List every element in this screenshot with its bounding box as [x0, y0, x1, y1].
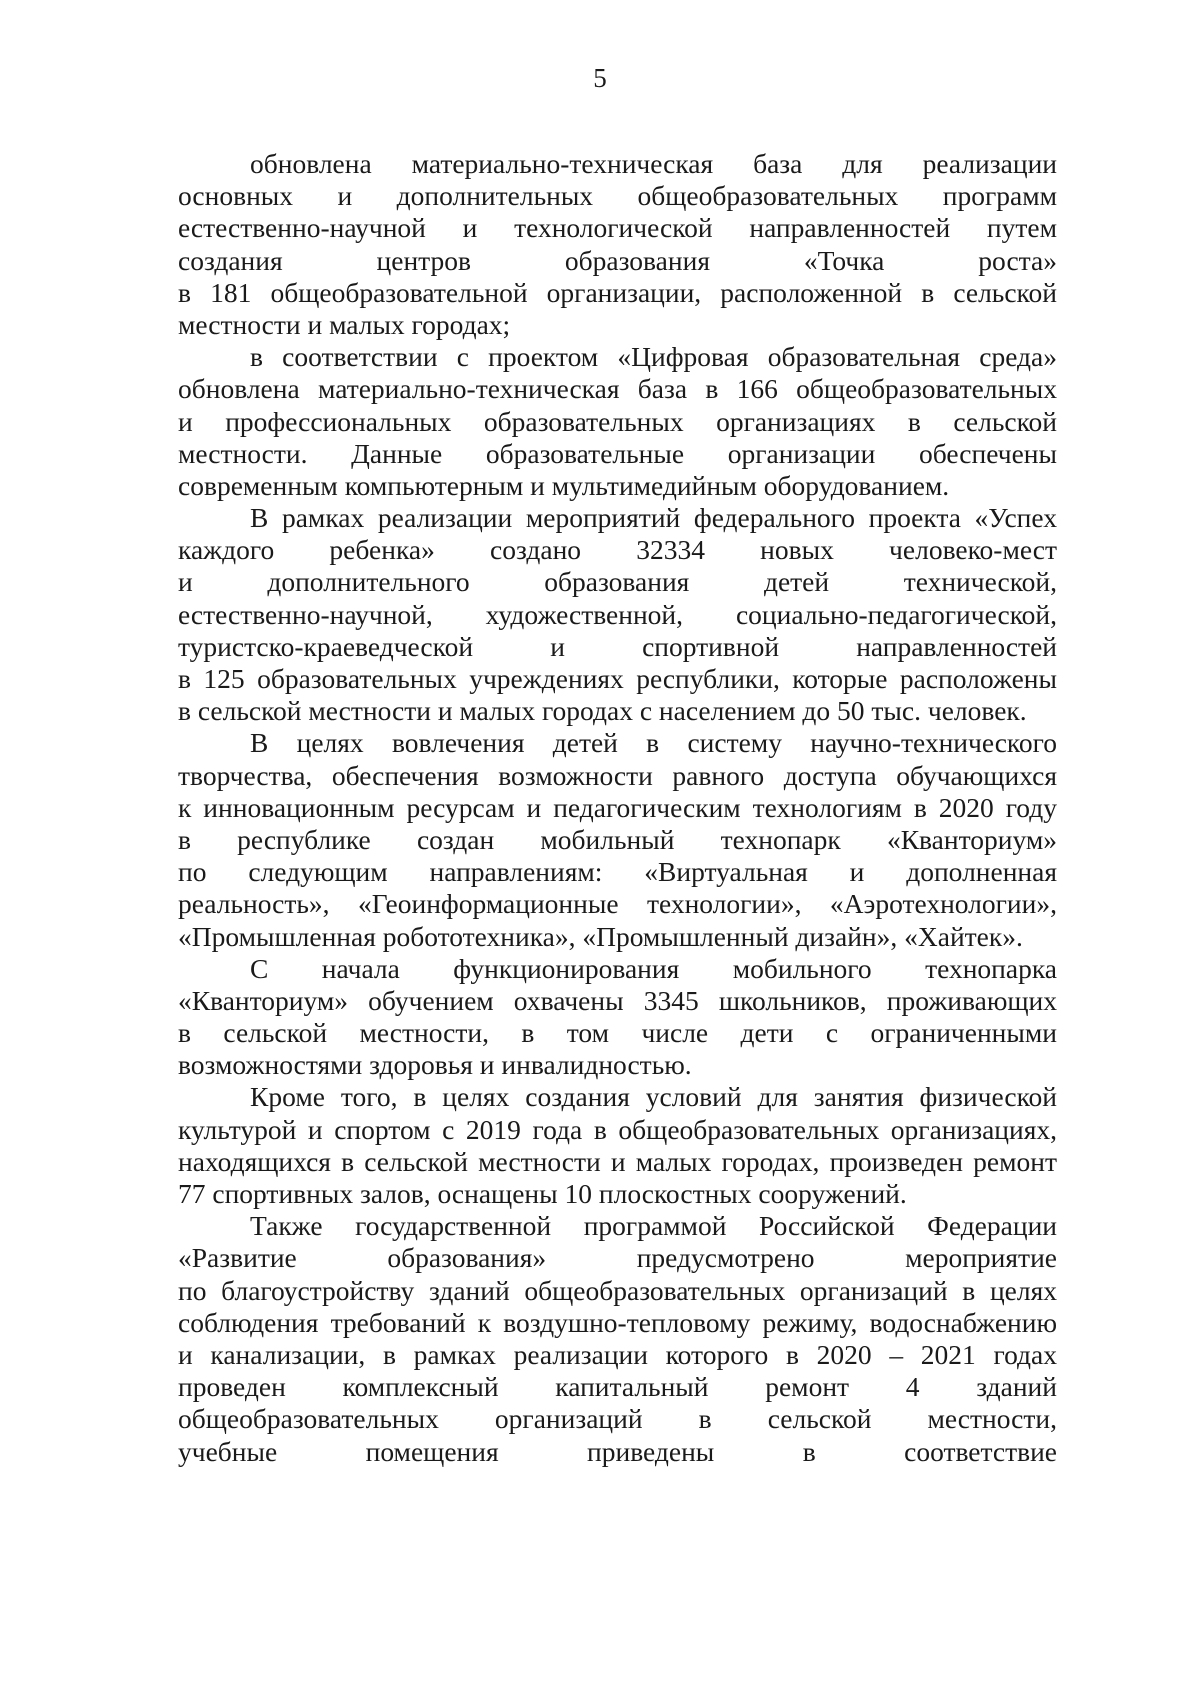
text-line: С начала функционирования мобильного технопарка [250, 952, 1057, 984]
text-line: туристско-краеведческой и спортивной направленностей [178, 630, 1057, 662]
text-line: к инновационным ресурсам и педагогическим технологиям в 2020 году [178, 791, 1057, 823]
text-line: находящихся в сельской местности и малых городах, произведен ремонт [178, 1145, 1057, 1177]
text-line: 77 спортивных залов, оснащены 10 плоскостных сооружений. [178, 1178, 907, 1209]
text-line: учебные помещения приведены в соответствие [178, 1435, 1057, 1467]
paragraph-1 [178, 148, 1057, 341]
text-line: в республике создан мобильный технопарк «Кванториум» [178, 823, 1057, 855]
text-line: естественно-научной и технологической направленностей путем [178, 212, 1057, 244]
paragraph-2 [178, 341, 1057, 502]
text-line: творчества, обеспечения возможности равного доступа обучающихся [178, 759, 1057, 791]
text-line: «Кванториум» обучением охвачены 3345 школьников, проживающих [178, 984, 1057, 1016]
paragraph-3 [178, 502, 1057, 727]
text-line: «Развитие образования» предусмотрено мероприятие [178, 1242, 1057, 1274]
text-line: естественно-научной, художественной, социально-педагогической, [178, 598, 1057, 630]
text-line: создания центров образования «Точка роста» [178, 244, 1057, 276]
text-line: В целях вовлечения детей в систему научно-технического [250, 727, 1057, 759]
text-line: реальность», «Геоинформационные технологии», «Аэротехнологии», [178, 888, 1057, 920]
text-line: проведен комплексный капитальный ремонт 4 зданий [178, 1371, 1057, 1403]
text-line: и дополнительного образования детей технической, [178, 566, 1057, 598]
paragraph-7 [178, 1210, 1057, 1468]
text-line: в 181 общеобразовательной организации, расположенной в сельской [178, 276, 1057, 308]
text-line: В рамках реализации мероприятий федерального проекта «Успех [250, 502, 1057, 534]
text-line: основных и дополнительных общеобразовательных программ [178, 180, 1057, 212]
text-line: по благоустройству зданий общеобразовательных организаций в целях [178, 1274, 1057, 1306]
text-line: современным компьютерным и мультимедийным оборудованием. [178, 469, 950, 501]
text-line: местности. Данные образовательные организации обеспечены [178, 437, 1057, 469]
text-line: по следующим направлениям: «Виртуальная и дополненная [178, 856, 1057, 888]
paragraph-6 [178, 1081, 1057, 1210]
text-line: «Промышленная робототехника», «Промышленный дизайн», «Хайтек». [178, 920, 1023, 952]
text-line: в сельской местности и малых городах с населением до 50 тыс. человек. [178, 695, 1027, 727]
text-line: возможностями здоровья и инвалидностью. [178, 1049, 692, 1081]
text-line: культурой и спортом с 2019 года в общеобразовательных организациях, [178, 1113, 1057, 1145]
text-line: соблюдения требований к воздушно-тепловому режиму, водоснабжению [178, 1306, 1057, 1338]
text-line: и канализации, в рамках реализации которого в 2020 – 2021 годах [178, 1338, 1057, 1370]
page-number: 5 [593, 63, 607, 93]
text-line: общеобразовательных организаций в сельской местности, [178, 1403, 1057, 1435]
text-line: Также государственной программой Российской Федерации [250, 1210, 1057, 1242]
text-line: и профессиональных образовательных организациях в сельской [178, 405, 1057, 437]
text-line: каждого ребенка» создано 32334 новых человеко-мест [178, 534, 1057, 566]
text-line: обновлена материально-техническая база для реализации [250, 148, 1057, 179]
document-body [178, 148, 1057, 1468]
text-line: в сельской местности, в том числе дети с ограниченными [178, 1017, 1057, 1049]
text-line: обновлена материально-техническая база в 166 общеобразовательных [178, 373, 1057, 405]
text-line: в 125 образовательных учреждениях республики, которые расположены [178, 663, 1057, 694]
paragraph-4 [178, 727, 1057, 952]
text-line: Кроме того, в целях создания условий для занятия физической [250, 1081, 1057, 1113]
paragraph-5 [178, 953, 1057, 1082]
text-line: в соответствии с проектом «Цифровая образовательная среда» [250, 341, 1057, 373]
text-line: местности и малых городах; [178, 308, 511, 340]
